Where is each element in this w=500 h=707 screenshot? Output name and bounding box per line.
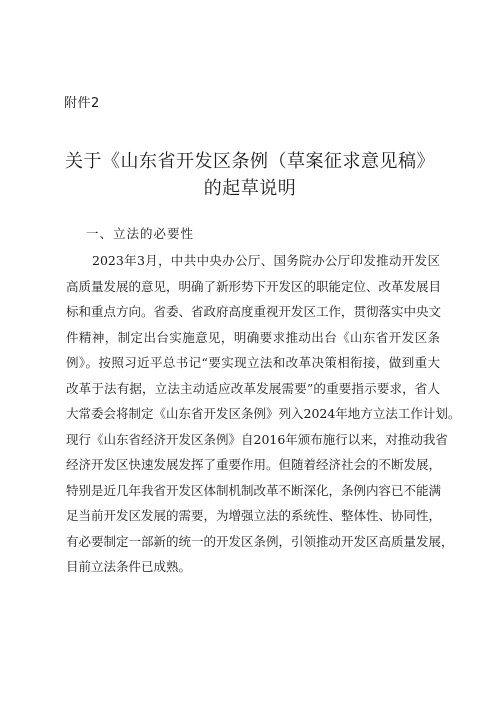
document-title-line-1: 关于《山东省开发区条例（草案征求意见稿》	[65, 151, 435, 172]
paragraph-line: 标和重点方向。省委、省政府高度重视开发区工作，贯彻落实中央文	[66, 304, 442, 319]
paragraph-line: 大常委会将制定《山东省开发区条例》列入2024年地方立法工作计划。	[66, 406, 461, 421]
document-title-line-2: 的起草说明	[203, 178, 297, 199]
paragraph-line: 件精神，制定出台实施意见，明确要求推动出台《山东省开发区条	[66, 330, 440, 345]
paragraph-line: 改革于法有据，立法主动适应改革发展需要”的重要指示要求，省人	[66, 381, 440, 396]
paragraph-line: 特别是近几年我省开发区体制机制改革不断深化，条例内容已不能满	[66, 483, 442, 498]
section-heading: 一、立法的必要性	[86, 226, 195, 241]
paragraph-line: 目前立法条件已成熟。	[66, 559, 192, 574]
paragraph-line: 有必要制定一部新的统一的开发区条例，引领推动开发区高质量发展，	[66, 534, 454, 549]
attachment-label: 附件2	[64, 96, 100, 111]
paragraph-line: 例》。按照习近平总书记“要实现立法和改革决策相衔接，做到重大	[66, 355, 440, 370]
paragraph-line: 经济开发区快速发展发挥了重要作用。但随着经济社会的不断发展，	[66, 457, 442, 472]
paragraph-line: 高质量发展的意见，明确了新形势下开发区的职能定位、改革发展目	[66, 279, 442, 294]
paragraph-line: 现行《山东省经济开发区条例》自2016年颁布施行以来，对推动我省	[66, 432, 448, 447]
paragraph-line: 2023年3月，中共中央办公厅、国务院办公厅印发推动开发区	[92, 253, 440, 268]
paragraph-line: 足当前开发区发展的需要，为增强立法的系统性、整体性、协同性，	[66, 508, 442, 523]
